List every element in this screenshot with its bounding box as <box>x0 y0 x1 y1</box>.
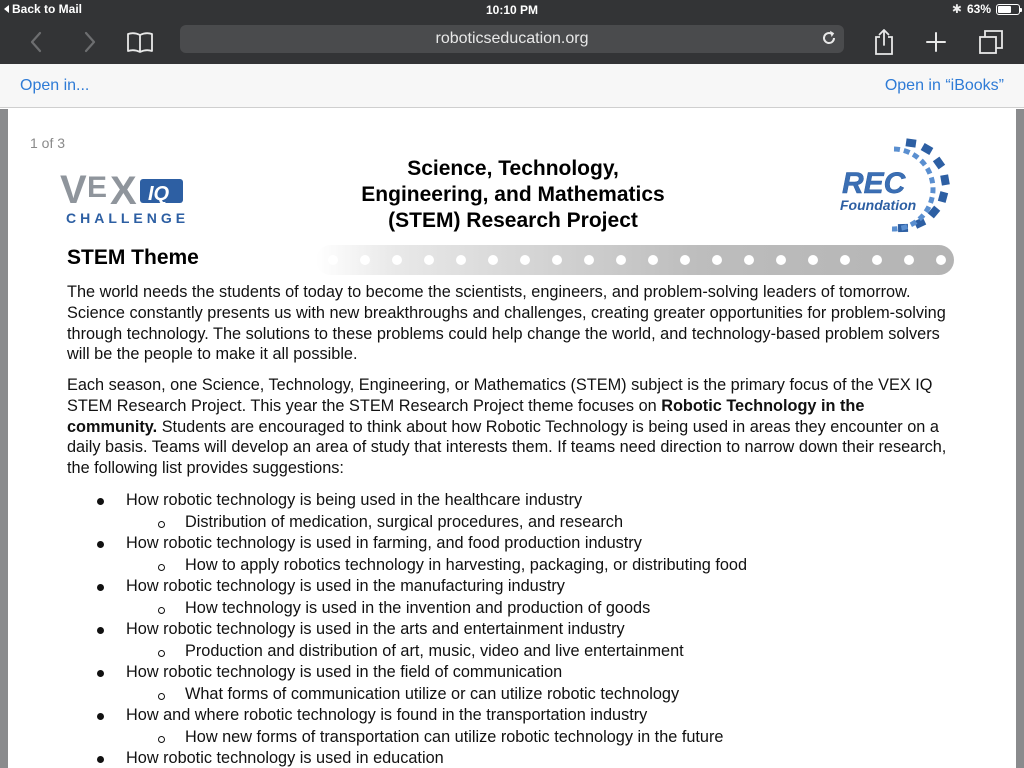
band-dot <box>584 255 594 265</box>
open-in-ibooks-button[interactable]: Open in “iBooks” <box>884 77 1004 94</box>
suggestion-item <box>8 748 1016 768</box>
battery-icon <box>996 4 1020 15</box>
battery-fill <box>998 6 1011 13</box>
suggestion-subtext: How technology is used in the invention and production of goods <box>185 598 651 617</box>
sub-bullet-circle <box>158 650 165 657</box>
vex-iq-challenge-logo <box>58 167 230 229</box>
back-arrow-icon[interactable] <box>22 20 50 64</box>
suggestion-item <box>8 619 1016 641</box>
url-bar[interactable] <box>180 25 844 53</box>
pdf-page <box>8 109 1016 768</box>
sub-bullet-circle <box>158 736 165 743</box>
bullet-dot <box>97 670 104 677</box>
band-dot <box>360 255 370 265</box>
svg-text:V: V <box>60 168 85 212</box>
suggestion-subitem <box>8 684 1016 706</box>
url-text: roboticseducation.org <box>435 30 589 47</box>
band-dot <box>936 255 946 265</box>
band-dot <box>904 255 914 265</box>
suggestion-subtext: How new forms of transportation can utilize robotic technology in the future <box>185 727 724 746</box>
bullet-dot <box>97 756 104 763</box>
pdf-open-bar <box>0 64 1024 108</box>
document-title <box>308 156 718 234</box>
pdf-viewer[interactable] <box>0 109 1024 768</box>
sub-bullet-circle <box>158 693 165 700</box>
forward-arrow-icon[interactable] <box>76 20 104 64</box>
title-line-1: Science, Technology, <box>407 157 619 180</box>
band-dot <box>520 255 530 265</box>
back-to-mail-label: Back to Mail <box>12 2 83 16</box>
suggestion-text: How robotic technology is used in education <box>126 749 444 767</box>
bullet-dot <box>97 498 104 505</box>
rec-foundation-logo <box>834 135 964 237</box>
svg-text:IQ: IQ <box>148 183 170 205</box>
suggestion-item <box>8 576 1016 598</box>
svg-text:E: E <box>87 171 108 204</box>
open-in-button[interactable]: Open in... <box>20 77 90 94</box>
suggestion-item <box>8 490 1016 512</box>
tabs-icon[interactable] <box>976 20 1006 64</box>
suggestion-text: How robotic technology is being used in the healthcare industry <box>126 491 583 509</box>
page-count: 1 of 3 <box>30 135 66 151</box>
suggestion-text: How robotic technology is used in farming, and food production industry <box>126 534 642 552</box>
suggestion-subtext: Production and distribution of art, music, video and live entertainment <box>185 641 684 660</box>
band-dot <box>744 255 754 265</box>
band-dot <box>872 255 882 265</box>
band-dot <box>328 255 338 265</box>
band-dot <box>840 255 850 265</box>
battery-percent: 63% <box>966 2 991 16</box>
browser-toolbar <box>0 20 1024 64</box>
paragraph-2-before: Each season, one Science, Technology, Engineering, or Mathematics (STEM) subject is the primary focus of the VEX IQ STEM Research Project. This year the STEM Research Project theme focuses on <box>67 376 933 415</box>
svg-text:Foundation: Foundation <box>840 197 917 213</box>
suggestion-subitem <box>8 555 1016 577</box>
suggestion-subtext: How to apply robotics technology in harvesting, packaging, or distributing food <box>185 555 748 574</box>
paragraph-2-bold: Robotic Technology in the community. <box>67 396 865 436</box>
suggestion-subitem <box>8 598 1016 620</box>
band-dot <box>488 255 498 265</box>
suggestion-item <box>8 533 1016 555</box>
decorative-dot-band <box>316 245 954 275</box>
status-time: 10:10 PM <box>485 3 539 17</box>
suggestion-subitem <box>8 641 1016 663</box>
suggestion-text: How robotic technology is used in the manufacturing industry <box>126 577 565 595</box>
svg-text:REC: REC <box>842 167 906 200</box>
title-line-3: (STEM) Research Project <box>388 209 638 232</box>
svg-text:CHALLENGE: CHALLENGE <box>66 210 190 226</box>
sub-bullet-circle <box>158 521 165 528</box>
suggestion-text: How robotic technology is used in the arts and entertainment industry <box>126 620 625 638</box>
stem-theme-heading: STEM Theme <box>67 246 199 269</box>
suggestion-subtext: What forms of communication utilize or can utilize robotic technology <box>185 684 680 703</box>
band-dot <box>424 255 434 265</box>
sub-bullet-circle <box>158 607 165 614</box>
suggestion-subitem <box>8 727 1016 749</box>
share-icon[interactable] <box>870 20 898 64</box>
band-dot <box>392 255 402 265</box>
suggestion-subtext: Distribution of medication, surgical procedures, and research <box>185 512 624 531</box>
reload-icon[interactable] <box>820 29 838 52</box>
sub-bullet-circle <box>158 564 165 571</box>
bookmarks-icon[interactable] <box>124 20 156 64</box>
bullet-dot <box>97 713 104 720</box>
band-dot <box>712 255 722 265</box>
band-dot <box>456 255 466 265</box>
band-dot <box>776 255 786 265</box>
bullet-dot <box>97 541 104 548</box>
bluetooth-icon: ✱ <box>951 2 962 16</box>
suggestion-list <box>8 490 1016 768</box>
paragraph-1: The world needs the students of today to become the scientists, engineers, and problem-solving leaders of tomorrow. Science constantly presents us with new breakthroughs and challenges, creating greater opportunities for problem-solving through technology. The solutions to these problems could help change the world, and technology-based problem solvers will be the people to make it all possible. <box>67 283 946 364</box>
bullet-dot <box>97 627 104 634</box>
paragraph-2-after: Students are encouraged to think about how Robotic Technology is being used in areas they encounter on a daily basis. Teams will develop an area of study that interests them. If teams need direction to narrow down their research, the following list provides suggestions: <box>67 417 947 478</box>
svg-text:X: X <box>110 169 137 213</box>
status-bar <box>0 0 1024 20</box>
status-right-group <box>952 2 1020 16</box>
band-dot <box>680 255 690 265</box>
paragraph-2 <box>67 375 947 479</box>
band-dot <box>808 255 818 265</box>
suggestion-item <box>8 662 1016 684</box>
band-dot <box>648 255 658 265</box>
band-dot <box>616 255 626 265</box>
suggestion-item <box>8 705 1016 727</box>
suggestion-text: How robotic technology is used in the field of communication <box>126 663 563 681</box>
bullet-dot <box>97 584 104 591</box>
title-line-2: Engineering, and Mathematics <box>361 183 665 206</box>
add-icon[interactable] <box>922 20 950 64</box>
suggestion-subitem <box>8 512 1016 534</box>
band-dot <box>552 255 562 265</box>
suggestion-text: How and where robotic technology is found in the transportation industry <box>126 706 648 724</box>
